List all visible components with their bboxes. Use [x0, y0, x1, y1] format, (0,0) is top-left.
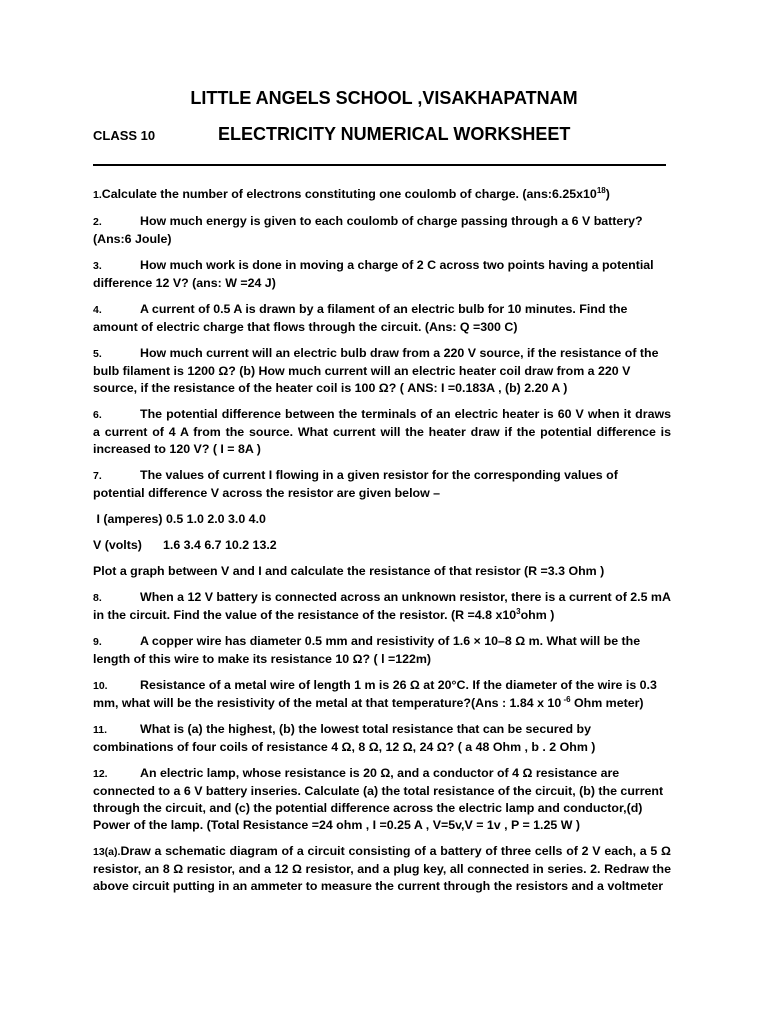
question-number: 11.: [93, 724, 108, 736]
question-text-tail: ): [605, 187, 610, 201]
question-number: 6.: [93, 409, 102, 421]
question-13: [93, 843, 671, 895]
question-text: Calculate the number of electrons constituting one coulomb of charge. (ans:6.25x10: [101, 187, 597, 201]
question-3: [93, 257, 671, 292]
question-text: Draw a schematic diagram of a circuit consisting of a battery of three cells of 2 V each, a 5 Ω resistor, an 8 Ω resistor, and a 12 Ω resistor, and a plug key, all connected in series. 2. Redraw the above circuit putting in an ammeter to measure the current through the resistors and a voltmeter: [93, 844, 671, 893]
question-number: 2.: [93, 216, 102, 228]
question-number: 10.: [93, 680, 108, 692]
question-number: 7.: [93, 470, 102, 482]
superscript: 18: [596, 185, 606, 195]
class-label: CLASS 10: [93, 128, 156, 143]
question-text: How much work is done in moving a charge of 2 C across two points having a potential difference 12 V? (ans: W =24 J): [93, 258, 654, 290]
question-number: 8.: [93, 592, 102, 604]
question-text: What is (a) the highest, (b) the lowest total resistance that can be secured by combinations of four coils of resistance 4 Ω, 8 Ω, 12 Ω, 24 Ω? ( a 48 Ohm , b . 2 Ohm ): [93, 722, 596, 754]
question-text: How much energy is given to each coulomb of charge passing through a 6 V battery? (Ans:6 Joule): [93, 214, 643, 246]
question-9: [93, 633, 671, 668]
question-text: An electric lamp, whose resistance is 20 Ω, and a conductor of 4 Ω resistance are connected to a 6 V battery inseries. Calculate (a) the total resistance of the circuit, (b) the current through the circuit, and (c) the potential difference across the electric lamp and conductor,(d) Power of the lamp. (Total Resistance =24 ohm , I =0.25 A , V=5v,V = 1v , P = 1.25 W ): [93, 766, 664, 832]
question-4: [93, 301, 671, 336]
question-10: [93, 677, 671, 712]
current-values: I (amperes) 0.5 1.0 2.0 3.0 4.0: [96, 512, 266, 526]
superscript: -6: [561, 694, 571, 704]
question-text: How much current will an electric bulb draw from a 220 V source, if the resistance of the bulb filament is 1200 Ω? (b) How much current will an electric heater coil draw from a 220 V source, if the resistance of the heater coil is 100 Ω? ( ANS: I =0.183A , (b) 2.20 A ): [93, 346, 659, 395]
question-8: [93, 589, 671, 624]
question-text-tail: ohm ): [520, 608, 555, 622]
header-divider: [93, 164, 666, 166]
question-2: [93, 213, 671, 248]
question-number: 5.: [93, 348, 102, 360]
question-number: 9.: [93, 636, 102, 648]
question-6: [93, 406, 671, 458]
question-number: 1.: [93, 189, 102, 201]
question-11: [93, 721, 671, 756]
voltage-values-row: [93, 537, 671, 554]
question-1: [93, 186, 671, 204]
question-text: A copper wire has diameter 0.5 mm and resistivity of 1.6 × 10–8 Ω m. What will be the length of this wire to make its resistance 10 Ω? ( l =122m): [93, 634, 641, 666]
question-number: 4.: [93, 304, 102, 316]
school-name: LITTLE ANGELS SCHOOL ,VISAKHAPATNAM: [190, 88, 578, 108]
question-text: The potential difference between the terminals of an electric heater is 60 V when it draws a current of 4 A from the source. What current will the heater draw if the potential difference is increased to 120 V? ( I = 8A ): [93, 407, 671, 456]
question-text: Resistance of a metal wire of length 1 m is 26 Ω at 20°C. If the diameter of the wire is 0.3 mm, what will be the resistivity of the metal at that temperature?(Ans : 1.84 x 10: [93, 678, 657, 710]
question-number: 3.: [93, 260, 102, 272]
question-12: [93, 765, 671, 834]
voltage-label: V (volts): [93, 538, 142, 552]
question-number: 12.: [93, 768, 108, 780]
question-text: The values of current I flowing in a given resistor for the corresponding values of potential difference V across the resistor are given below –: [93, 468, 618, 500]
question-text: When a 12 V battery is connected across an unknown resistor, there is a current of 2.5 mA in the circuit. Find the value of the resistance of the resistor. (R =4.8 x10: [93, 590, 671, 622]
question-text: A current of 0.5 A is drawn by a filament of an electric bulb for 10 minutes. Find the amount of electric charge that flows through the circuit. (Ans: Q =300 C): [93, 302, 628, 334]
question-7: [93, 467, 671, 502]
plot-instruction: Plot a graph between V and I and calculate the resistance of that resistor (R =3.3 Ohm ): [93, 564, 605, 578]
current-values-row: [93, 511, 671, 528]
question-list: [93, 186, 671, 904]
voltage-values: 1.6 3.4 6.7 10.2 13.2: [163, 538, 277, 552]
superscript: 3: [516, 606, 521, 616]
question-number: 13(a).: [93, 846, 121, 858]
question-text-tail: Ohm meter): [570, 696, 644, 710]
worksheet-title: ELECTRICITY NUMERICAL WORKSHEET: [218, 124, 571, 144]
question-5: [93, 345, 671, 397]
